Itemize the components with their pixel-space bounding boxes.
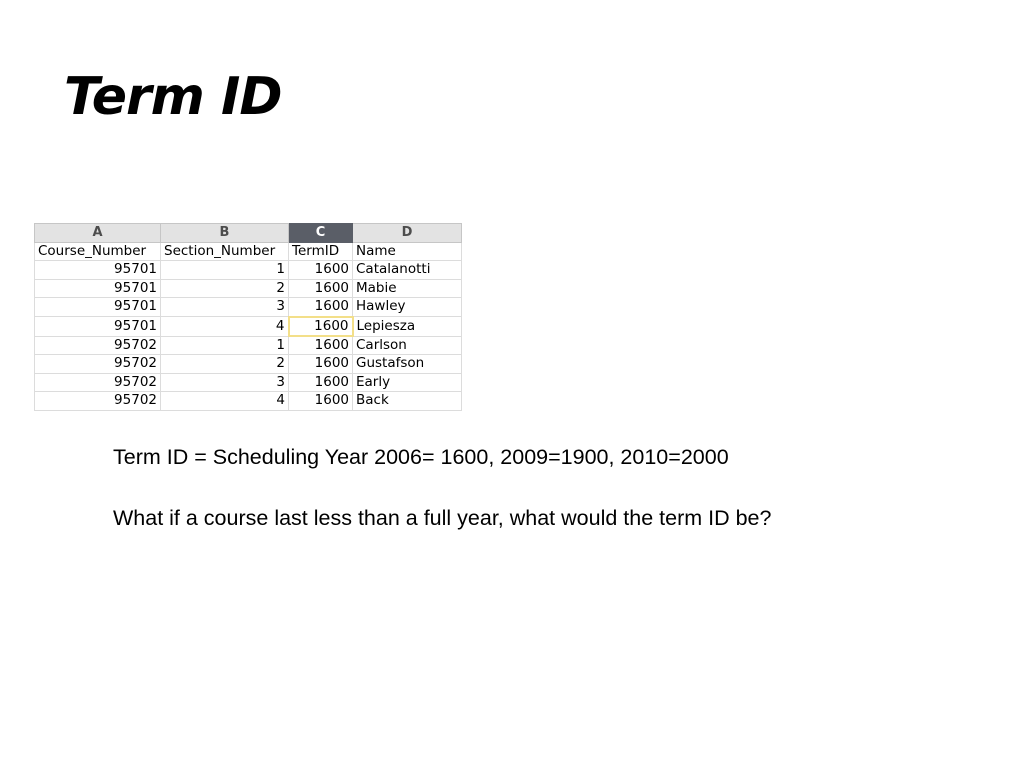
cell-course-number[interactable]: 95702 bbox=[35, 392, 161, 410]
cell-course-number[interactable]: 95702 bbox=[35, 373, 161, 391]
table-row bbox=[35, 298, 462, 317]
cell-section-number[interactable]: 3 bbox=[161, 298, 289, 317]
cell-section-number[interactable]: 3 bbox=[161, 373, 289, 391]
table-row bbox=[35, 279, 462, 297]
term-id-explanation: Term ID = Scheduling Year 2006= 1600, 2009=1900, 2010=2000 bbox=[113, 445, 729, 469]
active-cell[interactable]: 1600 bbox=[289, 317, 353, 336]
cell-section-number[interactable]: 1 bbox=[161, 336, 289, 355]
cell-termid[interactable]: 1600 bbox=[289, 373, 353, 391]
cell-termid[interactable]: 1600 bbox=[289, 336, 353, 355]
column-letter-row bbox=[35, 224, 462, 243]
cell-course-number[interactable]: 95701 bbox=[35, 298, 161, 317]
cell-name[interactable]: Back bbox=[353, 392, 462, 410]
header-cell-name[interactable]: Name bbox=[353, 243, 462, 261]
cell-termid[interactable]: 1600 bbox=[289, 355, 353, 373]
cell-course-number[interactable]: 95701 bbox=[35, 317, 161, 336]
cell-course-number[interactable]: 95702 bbox=[35, 336, 161, 355]
cell-course-number[interactable]: 95701 bbox=[35, 279, 161, 297]
slide-title: Term ID bbox=[64, 67, 282, 127]
question-text: What if a course last less than a full year, what would the term ID be? bbox=[113, 506, 772, 530]
cell-section-number[interactable]: 2 bbox=[161, 355, 289, 373]
cell-termid[interactable]: 1600 bbox=[289, 279, 353, 297]
cell-termid[interactable]: 1600 bbox=[289, 392, 353, 410]
cell-name[interactable]: Gustafson bbox=[353, 355, 462, 373]
cell-name[interactable]: Carlson bbox=[353, 336, 462, 355]
table-row bbox=[35, 373, 462, 391]
cell-name[interactable]: Lepiesza bbox=[353, 317, 462, 336]
cell-section-number[interactable]: 2 bbox=[161, 279, 289, 297]
cell-name[interactable]: Catalanotti bbox=[353, 261, 462, 279]
cell-course-number[interactable]: 95701 bbox=[35, 261, 161, 279]
header-cell-section-number[interactable]: Section_Number bbox=[161, 243, 289, 261]
table-row bbox=[35, 392, 462, 410]
cell-name[interactable]: Early bbox=[353, 373, 462, 391]
header-cell-termid[interactable]: TermID bbox=[289, 243, 353, 261]
cell-course-number[interactable]: 95702 bbox=[35, 355, 161, 373]
spreadsheet-table bbox=[34, 223, 462, 411]
column-header-d[interactable]: D bbox=[353, 224, 462, 243]
cell-name[interactable]: Mabie bbox=[353, 279, 462, 297]
column-header-c[interactable]: C bbox=[289, 224, 353, 243]
cell-termid[interactable]: 1600 bbox=[289, 261, 353, 279]
cell-section-number[interactable]: 4 bbox=[161, 317, 289, 336]
column-header-b[interactable]: B bbox=[161, 224, 289, 243]
cell-termid[interactable]: 1600 bbox=[289, 298, 353, 317]
cell-name[interactable]: Hawley bbox=[353, 298, 462, 317]
table-row bbox=[35, 317, 462, 336]
table-row bbox=[35, 336, 462, 355]
column-header-a[interactable]: A bbox=[35, 224, 161, 243]
table-row bbox=[35, 355, 462, 373]
header-row bbox=[35, 243, 462, 261]
header-cell-course-number[interactable]: Course_Number bbox=[35, 243, 161, 261]
cell-section-number[interactable]: 1 bbox=[161, 261, 289, 279]
cell-section-number[interactable]: 4 bbox=[161, 392, 289, 410]
table-row bbox=[35, 261, 462, 279]
